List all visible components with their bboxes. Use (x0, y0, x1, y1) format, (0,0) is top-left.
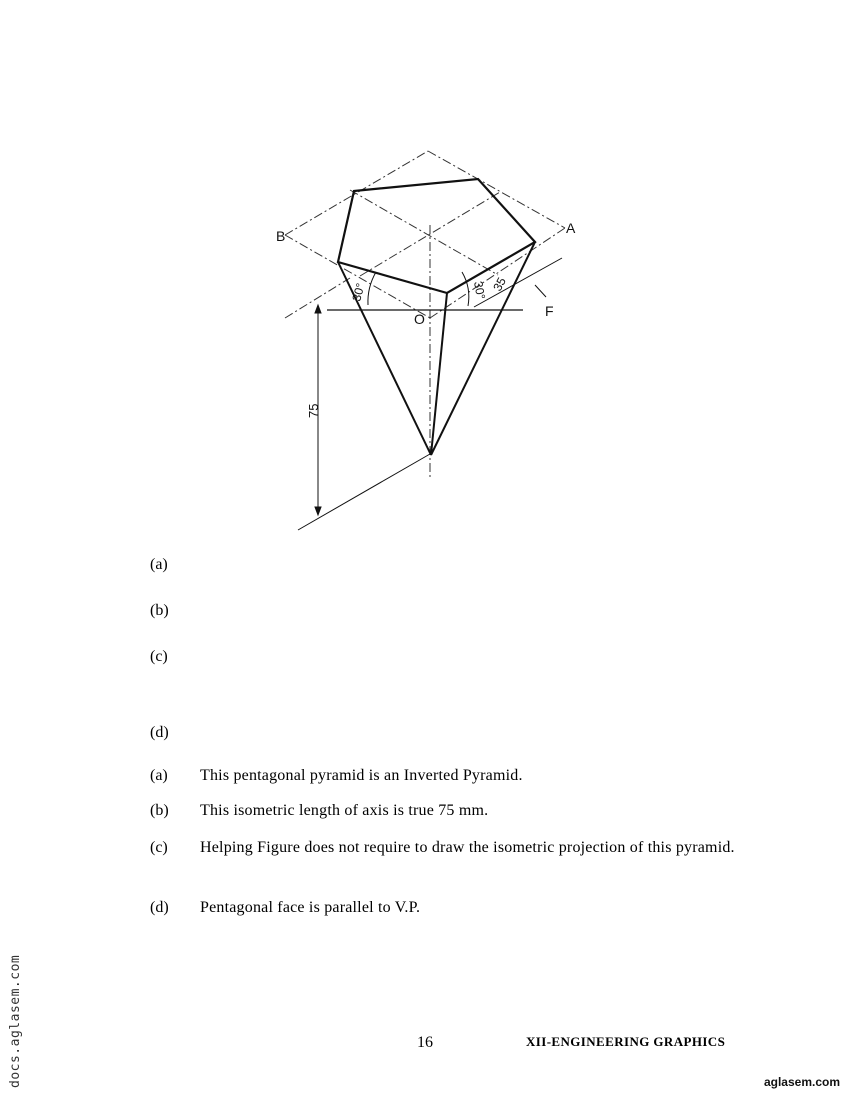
pyramid-figure (250, 140, 590, 540)
label-a: A (566, 220, 576, 236)
option-label-d[interactable]: (d) (150, 724, 169, 741)
angle-arc-left (368, 272, 376, 305)
slant-edge (431, 242, 535, 455)
statement-text: Helping Figure does not require to draw the isometric projection of this pyramid. (200, 839, 735, 856)
arrowhead (315, 305, 321, 313)
dimension-label-75: 75 (306, 403, 321, 418)
label-o: O (414, 311, 425, 327)
statement-label: (b) (150, 802, 169, 819)
dimension-line-35 (474, 258, 562, 307)
construction-line (350, 190, 498, 275)
statement-text: This pentagonal pyramid is an Inverted Pyramid. (200, 767, 523, 784)
construction-line (285, 151, 428, 235)
side-watermark: docs.aglasem.com (8, 954, 23, 1088)
label-b: B (276, 228, 286, 244)
statement-text: Pentagonal face is parallel to V.P. (200, 899, 421, 916)
option-label-b[interactable]: (b) (150, 602, 169, 619)
leader-f (535, 285, 546, 297)
statement-label: (c) (150, 839, 168, 856)
brand-watermark: aglasem.com (763, 1075, 840, 1089)
slant-edge (431, 293, 447, 455)
dimension-label-35: 35 (490, 275, 509, 294)
angle-arc-right (462, 272, 469, 306)
option-label-a[interactable]: (a) (150, 556, 168, 573)
subject-title: XII-ENGINEERING GRAPHICS (526, 1034, 726, 1049)
arrowhead (315, 507, 321, 515)
label-f: F (545, 303, 554, 319)
page-number: 16 (417, 1034, 433, 1051)
construction-line (428, 151, 565, 228)
angle-label-right: 30° (471, 280, 488, 301)
pentagon-face (338, 179, 535, 293)
statement-text: This isometric length of axis is true 75 mm. (200, 802, 489, 819)
statement-label: (a) (150, 767, 168, 784)
statement-label: (d) (150, 899, 169, 916)
angle-label-left: 30° (349, 281, 368, 303)
option-label-c[interactable]: (c) (150, 648, 168, 665)
pyramid-drawing (250, 140, 590, 540)
